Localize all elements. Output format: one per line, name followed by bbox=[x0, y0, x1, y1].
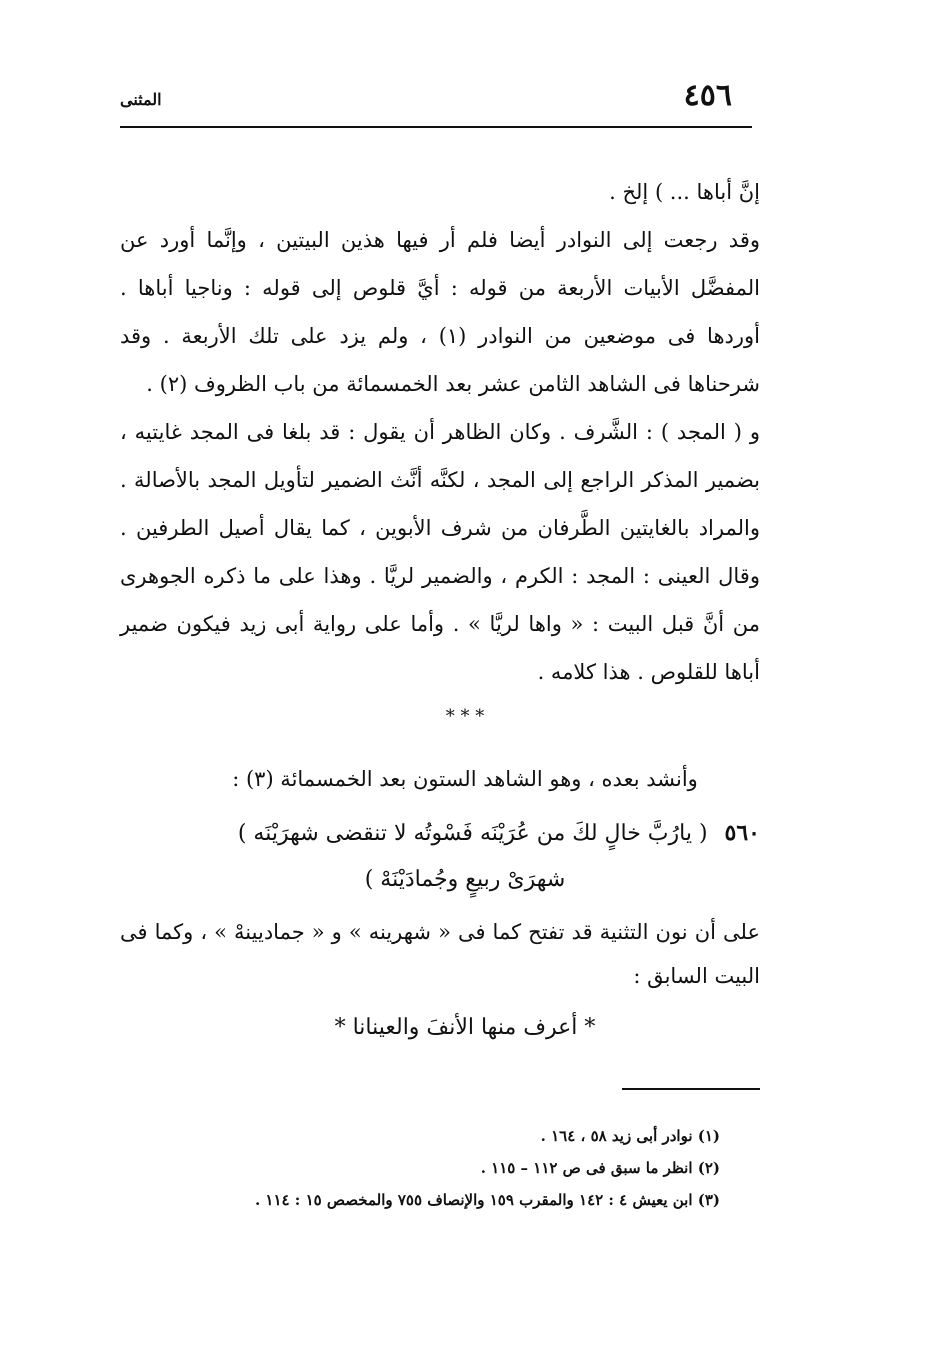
paragraph-1: إنَّ أباها ... ) إلخ . bbox=[609, 180, 760, 204]
footnote-3: (٣) ابن يعيش ٤ : ١٤٢ والمقرب ١٥٩ والإنصاف ٧٥٥ والمخصص ١٥ : ١١٤ . bbox=[254, 1191, 720, 1209]
section-separator: * * * bbox=[445, 706, 485, 727]
paragraph-2: وقد رجعت إلى النوادر أيضا فلم أر فيها هذين البيتين ، وإنَّما أورد عن المفضَّل الأبيات الأربعة من قوله : أيَّ قلوص إلى قوله : وناجيا أباها . أوردها فى موضعين من النوادر (١) ، ولم يزد على تلك الأربعة . وقد شرحناها فى الشاهد الثامن عشر بعد الخمسمائة من باب الظروف (٢) . bbox=[120, 228, 761, 396]
verse-block bbox=[120, 810, 760, 857]
footnotes bbox=[120, 1120, 720, 1216]
page-number: ٤٥٦ bbox=[683, 78, 732, 113]
main-text bbox=[120, 168, 760, 696]
page-header bbox=[120, 78, 760, 128]
verse-line-2: شهرَىْ ربيعٍ وجُمادَيْنَهْ ) bbox=[364, 867, 566, 892]
verse-number: ٥٦٠ bbox=[724, 820, 760, 846]
running-head: المثنى bbox=[120, 90, 162, 109]
paragraph-3: و ( المجد ) : الشَّرف . وكان الظاهر أن يقول : قد بلغا فى المجد غايتيه ، بضمير المذكر الراجع إلى المجد ، لكنَّه أنَّث الضمير لتأويل المجد بالأصالة . والمراد بالغايتين الطَّرفان من شرف الأبوين ، كما يقال أصيل الطرفين . وقال العينى : المجد : الكرم ، والضمير لريَّا . وهذا على ما ذكره الجوهرى من أنَّ قبل البيت : « واها لريَّا » . وأما على رواية أبى زيد فيكون ضمير أباها للقلوص . هذا كلامه . bbox=[120, 420, 760, 684]
verse-line-1: ( يارُبَّ خالٍ لكَ من عُرَيْنَه فَسْوتُه لا تنقضى شهرَيْنَه ) bbox=[237, 821, 708, 846]
verse-intro: وأنشد بعده ، وهو الشاهد الستون بعد الخمسمائة (٣) : bbox=[232, 767, 698, 791]
footnote-1: (١) نوادر أبى زيد ٥٨ ، ١٦٤ . bbox=[540, 1127, 720, 1145]
footnote-2: (٢) انظر ما سبق فى ص ١١٢ – ١١٥ . bbox=[480, 1159, 720, 1177]
header-rule bbox=[120, 126, 752, 128]
footnote-rule bbox=[622, 1088, 760, 1090]
commentary-paragraph: على أن نون التثنية قد تفتح كما فى « شهرينه » و « جماديينهْ » ، وكما فى البيت السابق : bbox=[120, 920, 760, 988]
quoted-hemistich: * أعرف منها الأنفَ والعينانا * bbox=[334, 1015, 596, 1040]
